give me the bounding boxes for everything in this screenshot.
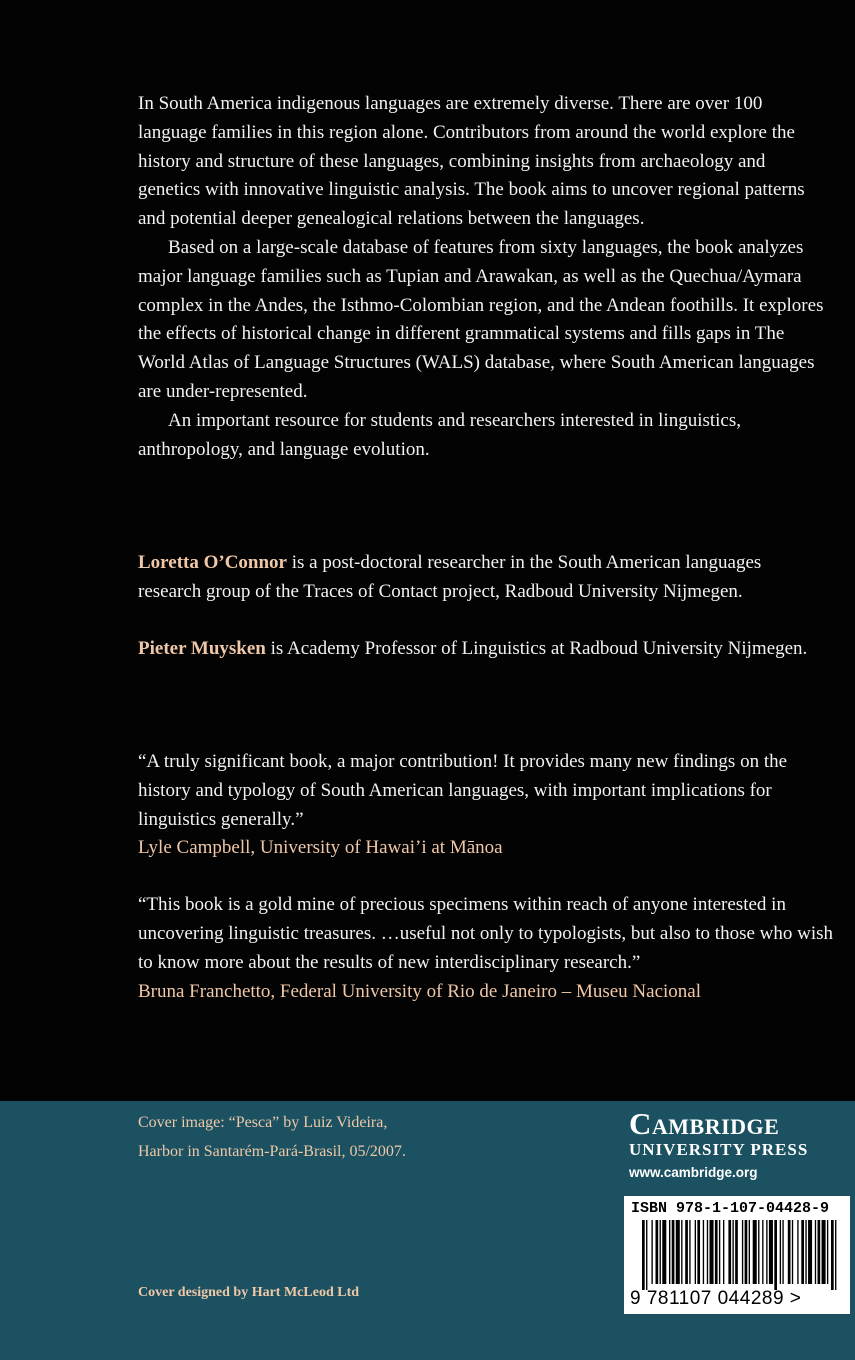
barcode-bar [758, 1220, 759, 1284]
endorsement-quote: “A truly significant book, a major contribution! It provides many new findings on the history and typology of South American languages, with important implications for linguistics generally.” [138, 751, 788, 830]
barcode-bar [703, 1220, 704, 1284]
barcode-bar [672, 1220, 675, 1284]
barcode-bar [685, 1220, 688, 1284]
cover-designer-credit: Cover designed by Hart McLeod Ltd [138, 1285, 360, 1300]
barcode-bar [742, 1220, 743, 1284]
barcode-bar [774, 1220, 777, 1290]
barcode-bar [676, 1220, 680, 1284]
barcode-bar [710, 1220, 714, 1284]
barcode-bar [719, 1220, 720, 1284]
barcode-bar [642, 1220, 645, 1290]
author-bio-text: is Academy Professor of Linguistics at Radboud University Nijmegen. [265, 637, 808, 659]
barcode-bar [697, 1220, 700, 1284]
barcode-bar [745, 1220, 748, 1284]
barcode-bar [689, 1220, 690, 1284]
barcode-bar [728, 1220, 731, 1284]
barcode-bar [660, 1220, 661, 1284]
credit-line: Harbor in Santarém-Pará-Brasil, 05/2007. [138, 1142, 406, 1160]
barcode-bar [766, 1220, 767, 1284]
barcode-bar [782, 1220, 783, 1284]
author-bios [138, 549, 828, 691]
isbn-label: ISBN 978-1-107-04428-9 [631, 1200, 830, 1217]
author-bio-oconnor [138, 549, 828, 607]
barcode-bar [735, 1220, 738, 1284]
endorsement-attribution: Lyle Campbell, University of Hawai’i at Mānoa [138, 837, 503, 859]
barcode-bar [707, 1220, 708, 1284]
author-bio-text: is a post-doctoral researcher in the South American languages research group of the Traces of Contact project, Radboud University Nijmegen. [138, 552, 762, 602]
barcode-bar [695, 1220, 696, 1284]
description-paragraph-3: An important resource for students and researchers interested in linguistics, anthropology, and language evolution. [138, 409, 741, 460]
endorsement-quote: “This book is a gold mine of precious specimens within reach of anyone interested in uncovering linguistic treasures. …useful not only to typologists, but also to those who wish to know more about the results of new interdisciplinary research.” [138, 894, 834, 973]
barcode-bar [805, 1220, 806, 1284]
book-description [138, 90, 828, 464]
barcode-bar [651, 1220, 652, 1284]
credit-line: Cover image: “Pesca” by Luiz Videira, [138, 1114, 388, 1131]
barcode-bar [788, 1220, 791, 1284]
barcode-bar [801, 1220, 804, 1284]
publisher-url[interactable]: www.cambridge.org [629, 1165, 758, 1180]
barcode-bar [715, 1220, 718, 1284]
barcode-bar [656, 1220, 659, 1284]
barcode-panel [624, 1196, 850, 1314]
cover-image-credit [138, 1109, 406, 1166]
barcode-bar [669, 1220, 670, 1284]
barcode-bar [732, 1220, 733, 1284]
barcode-bar [818, 1220, 821, 1284]
author-name: Pieter Muysken [138, 637, 266, 659]
barcode-bar [831, 1220, 834, 1290]
barcode-bar [797, 1220, 798, 1284]
author-name: Loretta O’Connor [138, 552, 287, 573]
publisher-press: UNIVERSITY PRESS [629, 1140, 809, 1159]
description-paragraph-1: In South America indigenous languages are extremely diverse. There are over 100 language families in this region alone. Contributors from around the world explore the history and structure of these languages, combining insights from archaeology and genetics with innovative linguistic analysis. The book aims to uncover regional patterns and potential deeper genealogical relations between the languages. [138, 93, 805, 230]
barcode-bar [662, 1220, 666, 1284]
endorsement-attribution: Bruna Franchetto, Federal University of Rio de Janeiro – Museu Nacional [138, 980, 701, 1002]
barcode-bar [769, 1220, 773, 1284]
barcode-bar [835, 1220, 836, 1290]
barcode-bar [753, 1220, 757, 1284]
barcode-bar [815, 1220, 816, 1284]
barcode-bar [827, 1220, 828, 1284]
barcode-bar [822, 1220, 826, 1284]
barcode-bar [780, 1220, 781, 1284]
endorsements [138, 748, 838, 1006]
description-paragraph-2: Based on a large-scale database of features from sixty languages, the book analyzes major language families such as Tupian and Arawakan, as well as the Quechua/Aymara complex in the Andes, the Isthmo-Colombian region, and the Andean foothills. It explores the effects of historical change in different grammatical systems and fills gaps in The World Atlas of Language Structures (WALS) database, where South American languages are under-represented. [138, 236, 824, 402]
barcode-bar [723, 1220, 724, 1284]
barcode-bar [646, 1220, 647, 1290]
barcode-bar [808, 1220, 812, 1284]
author-bio-muysken [138, 635, 828, 664]
publisher-logo: Cambridge [629, 1106, 780, 1141]
barcode-digits: 9 781107 044289 > [630, 1288, 802, 1309]
barcode-bar [681, 1220, 682, 1284]
barcode-bar [792, 1220, 793, 1284]
barcode-bar [749, 1220, 750, 1284]
barcode-bar [762, 1220, 763, 1284]
